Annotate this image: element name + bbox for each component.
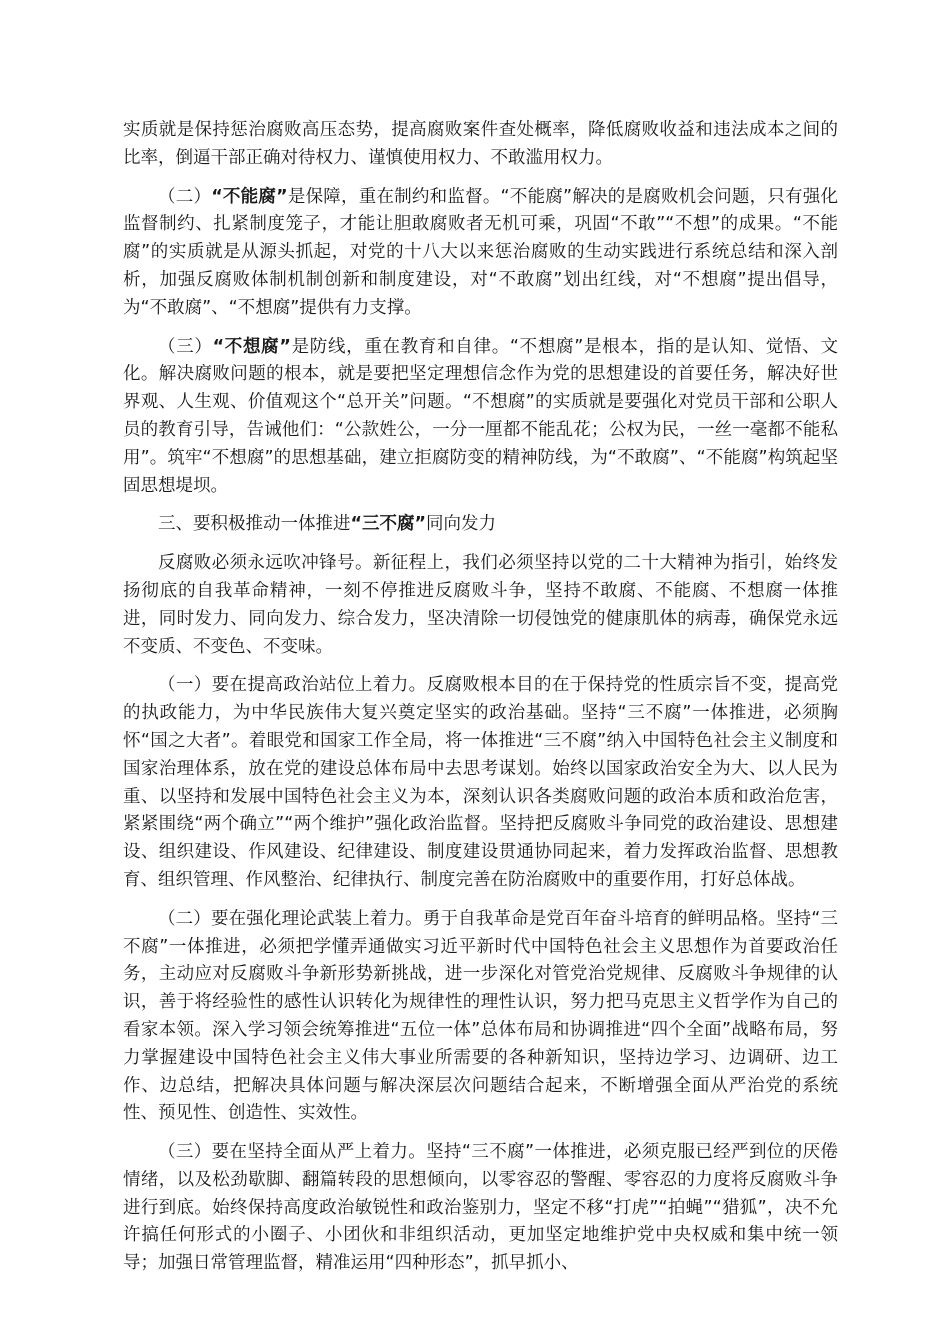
document-page xyxy=(123,117,838,1289)
paragraph-do-not-want-corrupt xyxy=(123,334,838,501)
paragraph-political-stance: （一）要在提高政治站位上着力。反腐败根本目的在于保持党的性质宗旨不变，提高党的执政能力，为中华民族伟大复兴奠定坚实的政治基础。坚持“三不腐”一体推进，必须胸怀“国之大者”。着眼党和国家工作全局，将一体推进“三不腐”纳入中国特色社会主义制度和国家治理体系，放在党的建设总体布局中去思考谋划。始终以国家政治安全为大、以人民为重、以坚持和发展中国特色社会主义为本，深刻认识各类腐败问题的政治本质和政治危害，紧紧围绕“两个确立”“两个维护”强化政治监督。坚持把反腐败斗争同党的政治建设、思想建设、组织建设、作风建设、纪律建设、制度建设贯通协同起来，着力发挥政治监督、思想教育、组织管理、作风整治、纪律执行、制度完善在防治腐败中的重要作用，打好总体战。 xyxy=(123,675,838,890)
paragraph-theory: （二）要在强化理论武装上着力。勇于自我革命是党百年奋斗培育的鲜明品格。坚持“三不腐”一体推进，必须把学懂弄通做实习近平新时代中国特色社会主义思想作为首要政治任务，主动应对反腐败斗争新形势新挑战，进一步深化对管党治党规律、反腐败斗争规律的认识，善于将经验性的感性认识转化为规律性的理性认识，努力把马克思主义哲学作为自己的看家本领。深入学习领会统筹推进“五位一体”总体布局和协调推进“四个全面”战略布局，努力掌握建设中国特色社会主义伟大事业所需要的各种新知识，坚持边学习、边调研、边工作、边总结，把解决具体问题与解决深层次问题结合起来，不断增强全面从严治党的系统性、预见性、创造性、实效性。 xyxy=(123,908,838,1124)
heading-prefix: 三、要积极推动一体推进 xyxy=(158,514,351,535)
paragraph-body: 是保障，重在制约和监督。“不能腐”解决的是腐败机会问题，只有强化监督制约、扎紧制度笼子，才能让胆敢腐败者无机可乘，巩固“不敢”“不想”的成果。“不能腐”的实质就是从源头抓起，对党的十八大以来惩治腐败的生动实践进行系统总结和深入剖析，加强反腐败体制机制创新和制度建设，对“不敢腐”划出红线，对“不想腐”提出倡导，为“不敢腐”、“不想腐”提供有力支撑。 xyxy=(123,186,838,318)
paragraph-body: 是防线，重在教育和自律。“不想腐”是根本，指的是认知、觉悟、文化。解决腐败问题的根本，就是要把坚定理想信念作为党的思想建设的首要任务，解决好世界观、人生观、价值观这个“总开关”问题。“不想腐”的实质就是要强化对党员干部和公职人员的教育引导，告诫他们：“公款姓公，一分一厘都不能乱花；公权为民，一丝一毫都不能私用”。筑牢“不想腐”的思想基础，建立拒腐防变的精神防线，为“不敢腐”、“不能腐”构筑起坚固思想堤坝。 xyxy=(123,336,838,496)
bold-term: “不能腐” xyxy=(211,186,288,207)
paragraph-continuation: 实质就是保持惩治腐败高压态势，提高腐败案件查处概率，降低腐败收益和违法成本之间的比率，倒逼干部正确对待权力、谨慎使用权力、不敢滥用权力。 xyxy=(123,120,838,168)
paragraph-intro: 反腐败必须永远吹冲锋号。新征程上，我们必须坚持以党的二十大精神为指引，始终发扬彻底的自我革命精神，一刻不停推进反腐败斗争，坚持不敢腐、不能腐、不想腐一体推进，同时发力、同向发力、综合发力，坚决清除一切侵蚀党的健康肌体的病毒，确保党永远不变质、不变色、不变味。 xyxy=(123,553,838,657)
section-number: （三） xyxy=(158,336,213,357)
section-heading-three xyxy=(123,511,838,539)
paragraph-strict-governance: （三）要在坚持全面从严上着力。坚持“三不腐”一体推进，必须克服已经严到位的厌倦情绪，以及松劲歇脚、翻篇转段的思想倾向，以零容忍的警醒、零容忍的力度将反腐败斗争进行到底。始终保持高度政治敏锐性和政治鉴别力，坚定不移“打虎”“拍蝇”“猎狐”，决不允许搞任何形式的小圈子、小团伙和非组织活动，更加坚定地维护党中央权威和集中统一领导；加强日常管理监督，精准运用“四种形态”，抓早抓小、 xyxy=(123,1142,838,1274)
heading-suffix: 同向发力 xyxy=(426,514,497,535)
paragraph-cannot-corrupt xyxy=(123,184,838,323)
bold-term: “不想腐” xyxy=(212,336,291,357)
section-number: （二） xyxy=(158,186,212,207)
heading-bold-term: “三不腐” xyxy=(350,514,427,535)
